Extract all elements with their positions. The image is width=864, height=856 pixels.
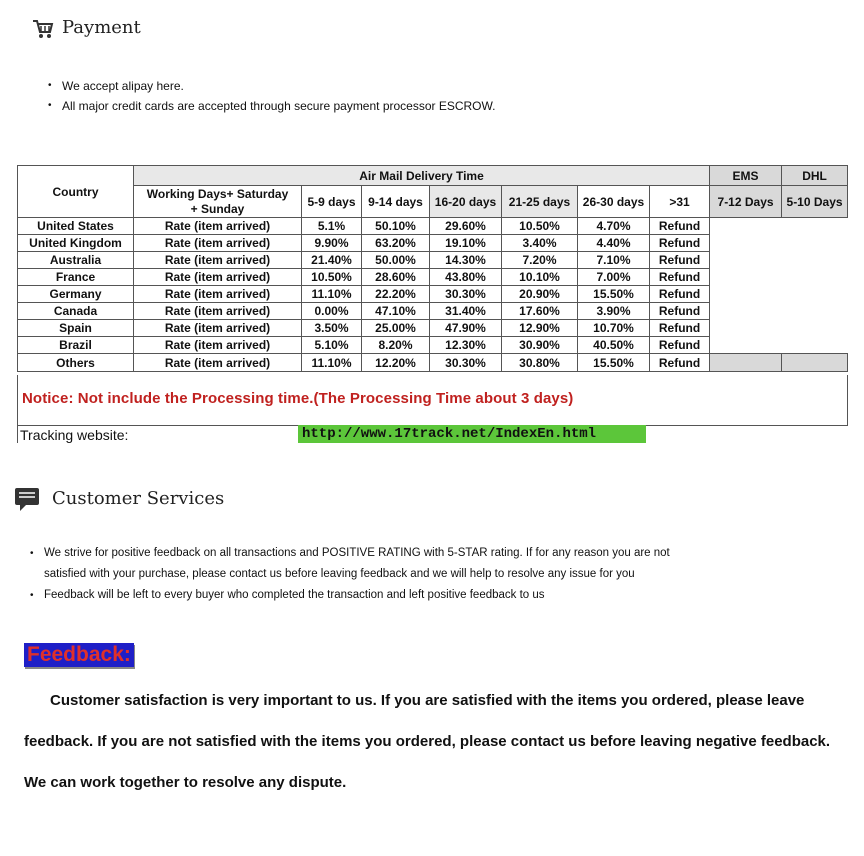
table-row: [18, 337, 848, 354]
value-cell: 20.90%: [502, 286, 578, 303]
value-cell: 11.10%: [302, 286, 362, 303]
value-cell: 11.10%: [302, 354, 362, 372]
customer-services-bullets: [30, 543, 690, 606]
value-cell: 17.60%: [502, 303, 578, 320]
value-cell: 9.90%: [302, 235, 362, 252]
rate-cell: Rate (item arrived): [134, 286, 302, 303]
table-row: [18, 354, 848, 372]
value-cell: Refund: [650, 252, 710, 269]
payment-bullets: [48, 76, 748, 116]
customer-services-bullet: • Feedback will be left to every buyer who completed the transaction and left positive feedback to us: [30, 585, 690, 606]
rate-cell: Rate (item arrived): [134, 252, 302, 269]
value-cell: 30.90%: [502, 337, 578, 354]
table-row: [18, 286, 848, 303]
ems-value: 7-12 Days: [710, 186, 782, 218]
value-cell: Refund: [650, 303, 710, 320]
processing-notice: Notice: Not include the Processing time.(The Processing Time about 3 days): [22, 390, 574, 407]
customer-services-title: Customer Services: [52, 488, 225, 509]
table-row: [18, 252, 848, 269]
value-cell: 29.60%: [430, 218, 502, 235]
value-cell: 63.20%: [362, 235, 430, 252]
value-cell: 30.80%: [502, 354, 578, 372]
range-header: >31: [650, 186, 710, 218]
value-cell: 25.00%: [362, 320, 430, 337]
feedback-line: We can work together to resolve any dispute.: [24, 774, 347, 791]
value-cell: 15.50%: [578, 354, 650, 372]
feedback-line: Customer satisfaction is very important to us. If you are satisfied with the items you ordered, please leave: [50, 692, 805, 709]
value-cell: 12.30%: [430, 337, 502, 354]
rate-cell: Rate (item arrived): [134, 354, 302, 372]
value-cell: 7.00%: [578, 269, 650, 286]
cart-icon: [32, 18, 54, 40]
value-cell: 4.70%: [578, 218, 650, 235]
rate-cell: Rate (item arrived): [134, 269, 302, 286]
rate-cell: Rate (item arrived): [134, 337, 302, 354]
tracking-divider: [17, 425, 18, 443]
value-cell: 3.50%: [302, 320, 362, 337]
tracking-link[interactable]: http://www.17track.net/IndexEn.html: [298, 425, 646, 443]
value-cell: 50.00%: [362, 252, 430, 269]
dhl-value: 5-10 Days: [782, 186, 848, 218]
value-cell: Refund: [650, 235, 710, 252]
value-cell: 5.1%: [302, 218, 362, 235]
rate-cell: Rate (item arrived): [134, 320, 302, 337]
range-header: 21-25 days: [502, 186, 578, 218]
value-cell: 19.10%: [430, 235, 502, 252]
value-cell: 14.30%: [430, 252, 502, 269]
table-row: [18, 218, 848, 235]
value-cell: Refund: [650, 337, 710, 354]
value-cell: 7.20%: [502, 252, 578, 269]
value-cell: 50.10%: [362, 218, 430, 235]
range-header: 26-30 days: [578, 186, 650, 218]
payment-title: Payment: [62, 17, 141, 38]
empty-cell: [782, 354, 848, 372]
empty-cell: [710, 354, 782, 372]
feedback-line: feedback. If you are not satisfied with the items you ordered, please contact us before leaving negative feedback.: [24, 733, 831, 750]
customer-services-bullet: • We strive for positive feedback on all transactions and POSITIVE RATING with 5-STAR rating. If for any reason you are not satisfied with your purchase, please contact us before leaving feedback and we will help to resolve any issue for you: [30, 543, 690, 585]
value-cell: Refund: [650, 320, 710, 337]
country-cell: Spain: [18, 320, 134, 337]
country-cell: France: [18, 269, 134, 286]
chat-icon: [14, 486, 40, 512]
feedback-title: Feedback:: [24, 643, 134, 667]
value-cell: 40.50%: [578, 337, 650, 354]
range-header: 16-20 days: [430, 186, 502, 218]
table-row: [18, 303, 848, 320]
range-header: 9-14 days: [362, 186, 430, 218]
air-mail-header: Air Mail Delivery Time: [134, 166, 710, 186]
range-header: 5-9 days: [302, 186, 362, 218]
value-cell: Refund: [650, 218, 710, 235]
rate-cell: Rate (item arrived): [134, 303, 302, 320]
rate-cell: Rate (item arrived): [134, 218, 302, 235]
payment-bullet: • All major credit cards are accepted through secure payment processor ESCROW.: [48, 96, 748, 116]
value-cell: 21.40%: [302, 252, 362, 269]
country-cell: United States: [18, 218, 134, 235]
value-cell: 10.10%: [502, 269, 578, 286]
value-cell: 47.90%: [430, 320, 502, 337]
country-cell: Brazil: [18, 337, 134, 354]
value-cell: 5.10%: [302, 337, 362, 354]
value-cell: 43.80%: [430, 269, 502, 286]
country-cell: United Kingdom: [18, 235, 134, 252]
payment-bullet: • We accept alipay here.: [48, 76, 748, 96]
value-cell: 3.40%: [502, 235, 578, 252]
country-cell: Germany: [18, 286, 134, 303]
table-row: [18, 320, 848, 337]
country-cell: Others: [18, 354, 134, 372]
value-cell: 4.40%: [578, 235, 650, 252]
table-row: [18, 235, 848, 252]
value-cell: 10.50%: [302, 269, 362, 286]
value-cell: 12.20%: [362, 354, 430, 372]
value-cell: 12.90%: [502, 320, 578, 337]
feedback-paragraph: [24, 680, 854, 803]
rate-cell: Rate (item arrived): [134, 235, 302, 252]
table-row: [18, 269, 848, 286]
value-cell: 47.10%: [362, 303, 430, 320]
country-cell: Australia: [18, 252, 134, 269]
tracking-label: Tracking website:: [20, 427, 129, 443]
value-cell: Refund: [650, 286, 710, 303]
value-cell: 30.30%: [430, 354, 502, 372]
value-cell: Refund: [650, 269, 710, 286]
value-cell: 31.40%: [430, 303, 502, 320]
delivery-table: [17, 165, 848, 372]
dhl-header: DHL: [782, 166, 848, 186]
value-cell: 3.90%: [578, 303, 650, 320]
working-days-header: Working Days+ Saturday + Sunday: [134, 186, 302, 218]
value-cell: 7.10%: [578, 252, 650, 269]
value-cell: 22.20%: [362, 286, 430, 303]
value-cell: 30.30%: [430, 286, 502, 303]
value-cell: 0.00%: [302, 303, 362, 320]
value-cell: 8.20%: [362, 337, 430, 354]
country-cell: Canada: [18, 303, 134, 320]
value-cell: 10.70%: [578, 320, 650, 337]
value-cell: 28.60%: [362, 269, 430, 286]
country-header: Country: [18, 166, 134, 218]
value-cell: 15.50%: [578, 286, 650, 303]
value-cell: Refund: [650, 354, 710, 372]
value-cell: 10.50%: [502, 218, 578, 235]
ems-header: EMS: [710, 166, 782, 186]
